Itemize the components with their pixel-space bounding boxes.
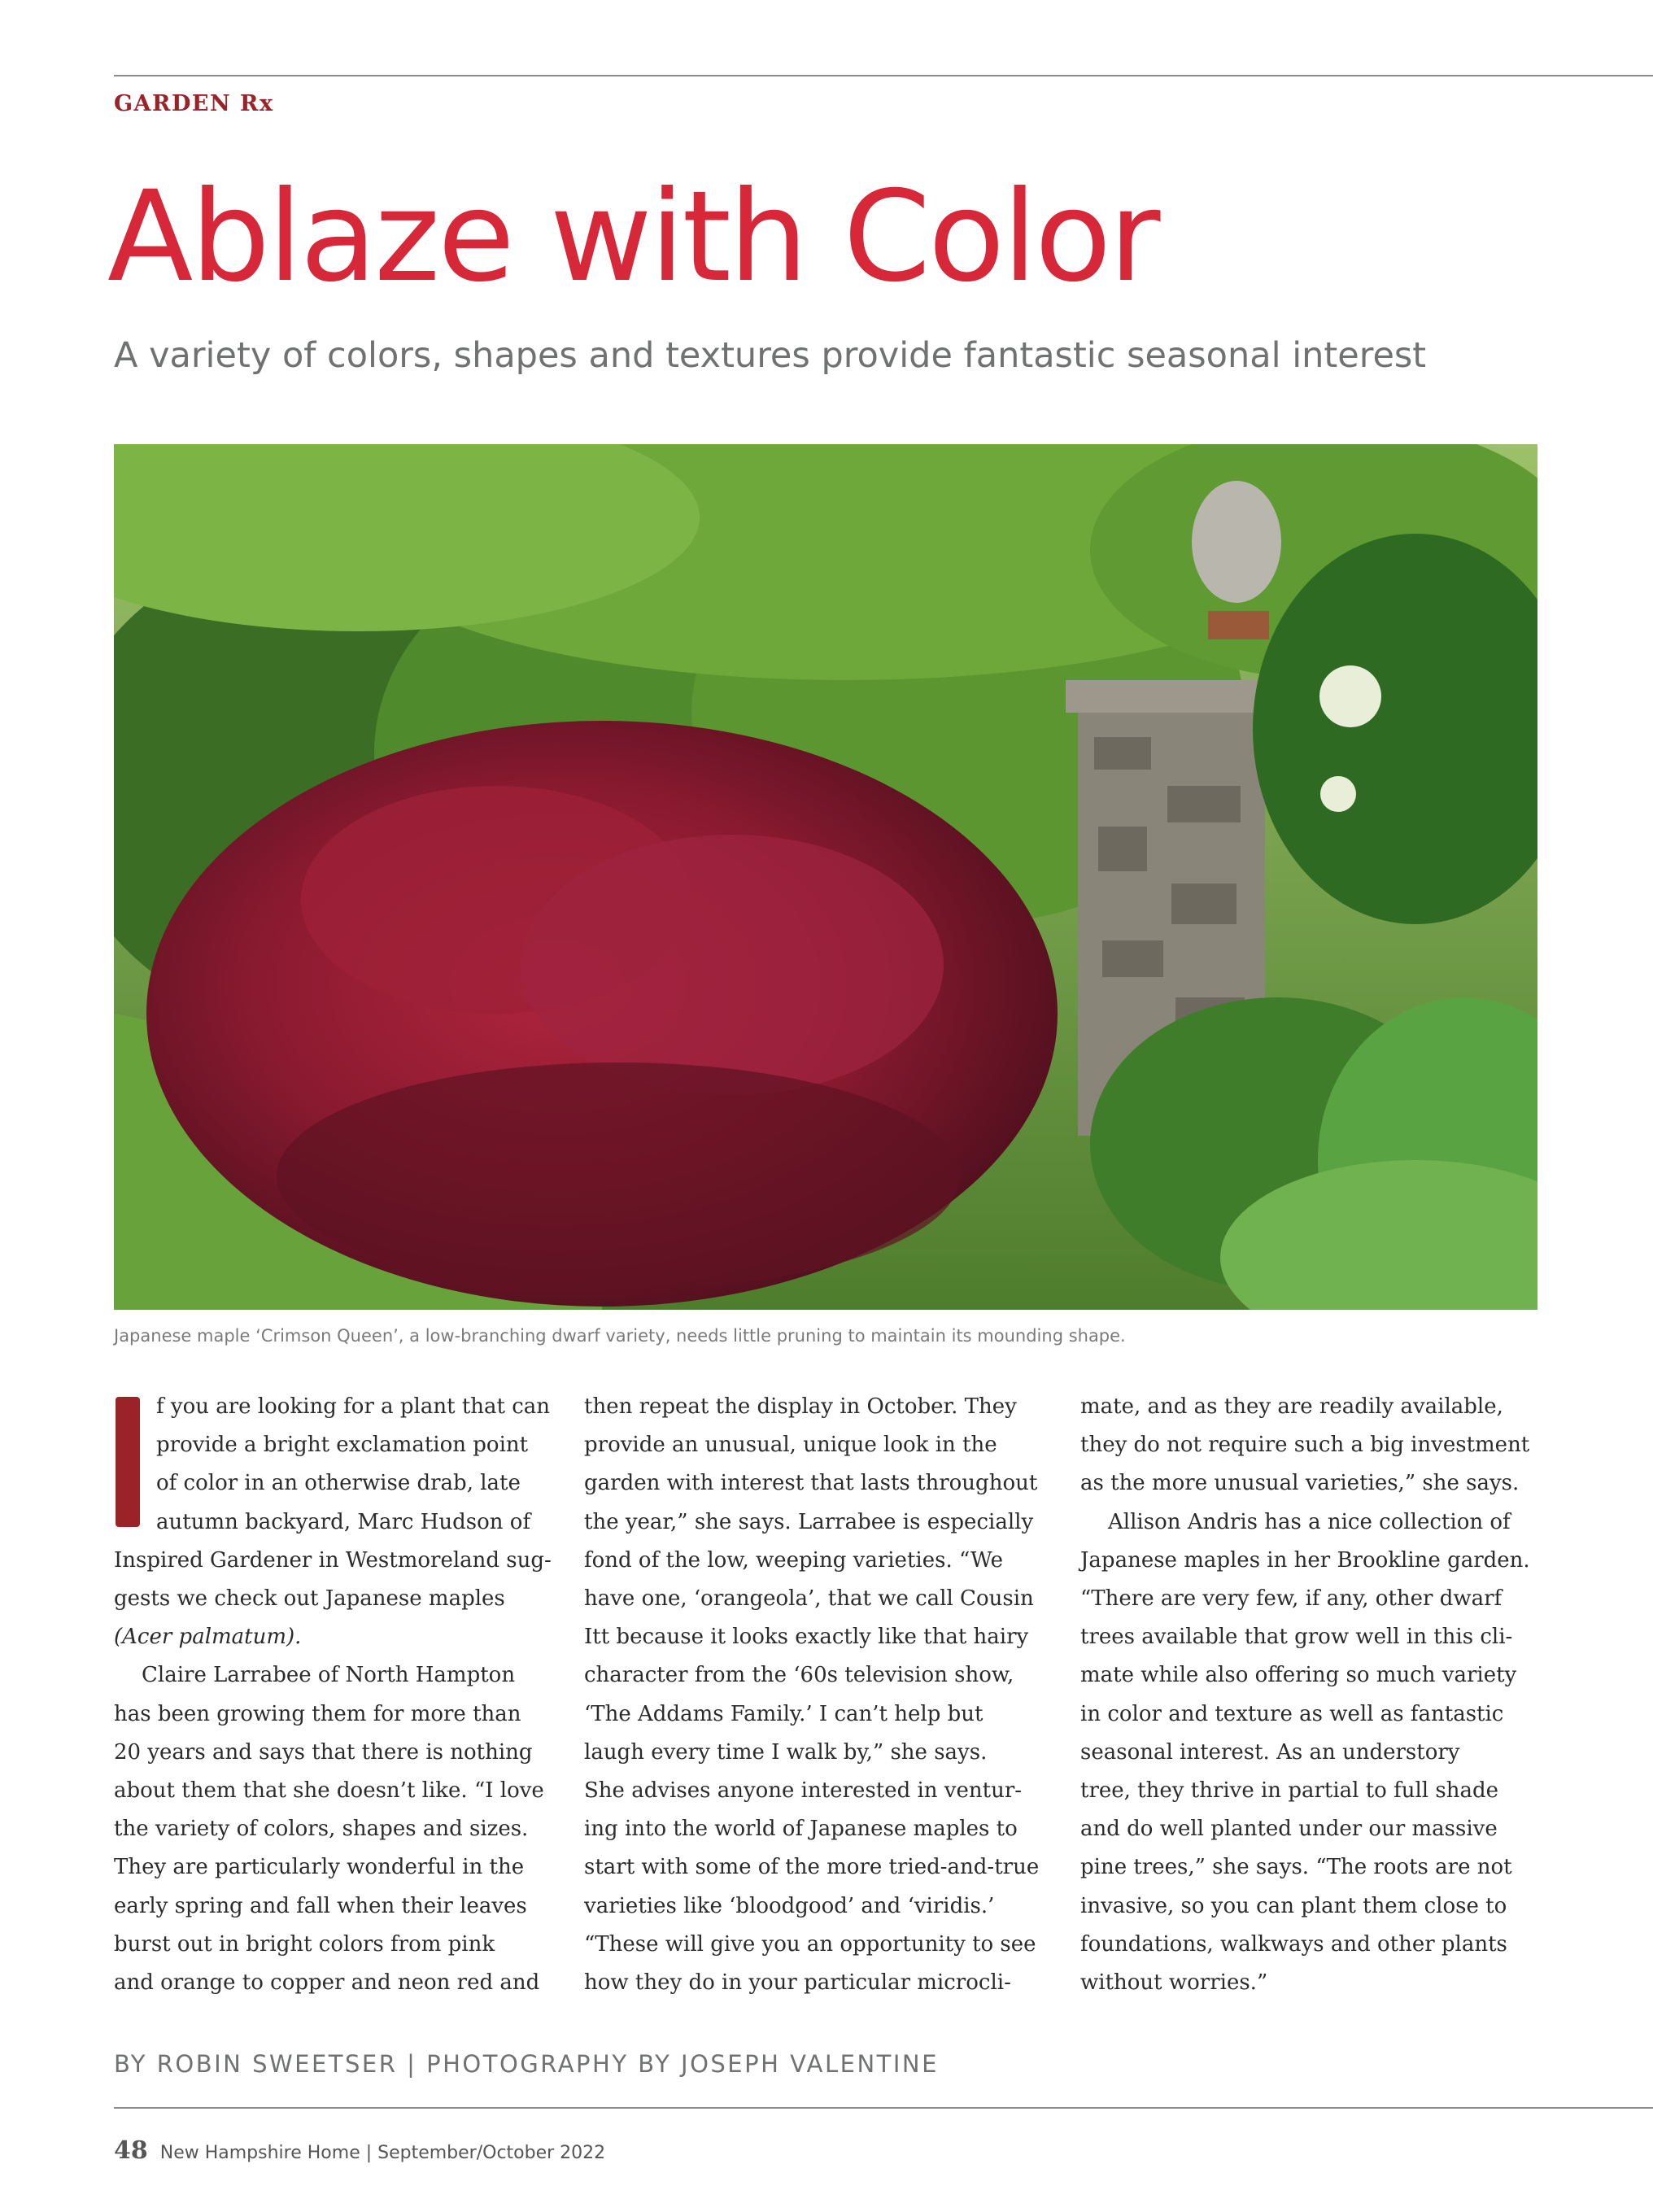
article-column-2	[584, 1388, 1040, 2002]
text-line: “There are very few, if any, other dwarf	[1080, 1586, 1503, 1612]
text-line: then repeat the display in October. They	[584, 1394, 1017, 1419]
text-line: pine trees,” she says. “The roots are not	[1080, 1855, 1512, 1880]
top-rule	[114, 75, 1653, 76]
text-line: varieties like ‘bloodgood’ and ‘viridis.’	[584, 1893, 995, 1918]
text-line: the year,” she says. Larrabee is especially	[584, 1509, 1034, 1534]
article-byline: BY ROBIN SWEETSER | PHOTOGRAPHY BY JOSEPH VALENTINE	[114, 2050, 939, 2078]
text-line: 20 years and says that there is nothing	[114, 1739, 533, 1765]
bottom-rule	[114, 2107, 1653, 2109]
text-line: burst out in bright colors from pink	[114, 1931, 495, 1957]
page-footer	[114, 2136, 605, 2165]
text-line: without worries.”	[1080, 1970, 1268, 1996]
text-line: has been growing them for more than	[114, 1701, 521, 1726]
text-line: provide a bright exclamation point	[156, 1433, 529, 1458]
text-line: Japanese maples in her Brookline garden.	[1080, 1547, 1530, 1573]
text-line: mate while also offering so much variety	[1080, 1663, 1517, 1688]
text-line: early spring and fall when their leaves	[114, 1893, 527, 1918]
text-line: autumn backyard, Marc Hudson of	[156, 1509, 531, 1534]
text-line: start with some of the more tried-and-true	[584, 1855, 1040, 1880]
text-line: and do well planted under our massive	[1080, 1817, 1498, 1842]
text-line: foundations, walkways and other plants	[1080, 1931, 1507, 1957]
text-line: provide an unusual, unique look in the	[584, 1433, 997, 1458]
text-line: laugh every time I walk by,” she says.	[584, 1739, 988, 1765]
text-line: f you are looking for a plant that can	[156, 1394, 551, 1419]
text-line: how they do in your particular microcli-	[584, 1970, 1011, 1996]
text-line: ‘The Addams Family.’ I can’t help but	[584, 1701, 984, 1726]
text-line: as the more unusual varieties,” she says.	[1080, 1471, 1520, 1496]
publication-info: New Hampshire Home | September/October 2022	[159, 2143, 606, 2163]
article-column-1	[114, 1388, 552, 2002]
text-line: ing into the world of Japanese maples to	[584, 1817, 1018, 1842]
japanese-maple-garden-photo	[114, 444, 1537, 1310]
text-line: gests we check out Japanese maples	[114, 1586, 505, 1612]
text-line: in color and texture as well as fantastic	[1080, 1701, 1504, 1726]
text-line: garden with interest that lasts throughout	[584, 1471, 1038, 1496]
article-column-3	[1080, 1388, 1536, 2002]
section-kicker: GARDEN Rx	[114, 91, 274, 116]
text-line: Itt because it looks exactly like that hairy	[584, 1625, 1029, 1650]
text-line: about them that she doesn’t like. “I love	[114, 1778, 544, 1804]
text-line: character from the ‘60s television show,	[584, 1663, 1014, 1688]
text-line: have one, ‘orangeola’, that we call Cousin	[584, 1586, 1034, 1612]
page-number: 48	[114, 2136, 148, 2165]
text-line: tree, they thrive in partial to full shade	[1080, 1778, 1498, 1804]
text-line: of color in an otherwise drab, late	[156, 1471, 521, 1496]
text-line: the variety of colors, shapes and sizes.	[114, 1817, 529, 1842]
text-line: they do not require such a big investment	[1080, 1433, 1530, 1458]
text-line: Claire Larrabee of North Hampton	[142, 1663, 516, 1688]
text-line: Allison Andris has a nice collection of	[1108, 1509, 1511, 1534]
article-headline: Ablaze with Color	[107, 164, 1158, 310]
photo-caption: Japanese maple ‘Crimson Queen’, a low-branching dwarf variety, needs little pruning to maintain its mounding shape.	[114, 1326, 1126, 1346]
text-line: invasive, so you can plant them close to	[1080, 1893, 1507, 1918]
text-line: seasonal interest. As an understory	[1080, 1739, 1460, 1765]
photo-illustration	[114, 444, 1537, 1310]
text-line: Inspired Gardener in Westmoreland sug-	[114, 1547, 552, 1573]
article-dek: A variety of colors, shapes and textures provide fantastic seasonal interest	[114, 335, 1427, 376]
text-line: They are particularly wonderful in the	[114, 1855, 525, 1880]
text-line: trees available that grow well in this cli-	[1080, 1625, 1513, 1650]
text-line: (Acer palmatum).	[114, 1625, 302, 1650]
text-line: mate, and as they are readily available,	[1080, 1394, 1503, 1419]
text-line: “These will give you an opportunity to see	[584, 1931, 1036, 1957]
text-line: She advises anyone interested in ventur-	[584, 1778, 1023, 1804]
text-line: and orange to copper and neon red and	[114, 1970, 540, 1996]
text-line: fond of the low, weeping varieties. “We	[584, 1547, 1003, 1573]
